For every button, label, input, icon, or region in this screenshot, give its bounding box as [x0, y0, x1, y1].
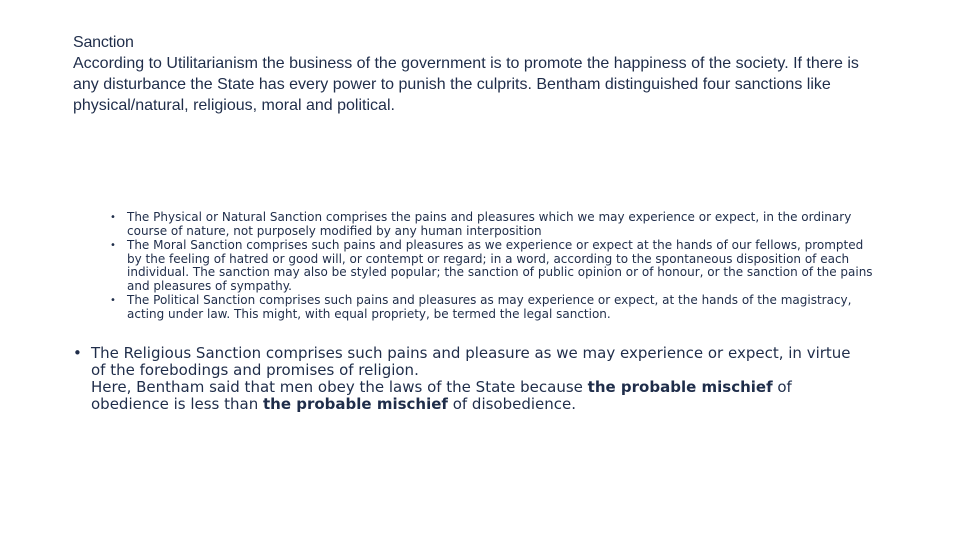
list-item-political-sanction [108, 294, 878, 321]
slide-header [73, 33, 873, 116]
list-item-physical-sanction [108, 211, 878, 238]
list-item-text: The Political Sanction comprises such pains and pleasures as may experience or expect, at the hands of the magistracy, acting under law. This might, with equal propriety, be termed the legal sanction. [127, 293, 852, 321]
emphasis-probable-mischief-2: the probable mischief [263, 395, 448, 413]
emphasis-probable-mischief: the probable mischief [587, 378, 773, 396]
conclusion-middle: of obedience is less than [91, 378, 792, 413]
list-item-text: The Physical or Natural Sanction comprises the pains and pleasures which we may experience or expect, in the ordinary course of nature, not purposely modified by any human interposition [127, 210, 852, 238]
sanction-sub-list [108, 211, 878, 322]
religious-sanction-text: The Religious Sanction comprises such pains and pleasure as we may experience or expect, in virtue of the forebodings and promises of religion. [91, 344, 851, 379]
conclusion-suffix: of disobedience. [447, 395, 577, 413]
religious-sanction-list [73, 345, 863, 413]
list-item-moral-sanction [108, 239, 878, 293]
slide-title: Sanction [73, 34, 134, 51]
intro-paragraph: According to Utilitarianism the business of the government is to promote the happiness of the society. If there is any disturbance the State has every power to punish the culprits. Bentham distinguished four sanctions like physical/natural, religious, moral and political. [73, 55, 859, 114]
bullet-icon: • [110, 212, 116, 223]
list-item-religious-sanction [73, 345, 863, 413]
conclusion-prefix: Here, Bentham said that men obey the laws of the State because [91, 378, 588, 396]
list-item-text: The Moral Sanction comprises such pains and pleasures as we experience or expect at the hands of our fellows, prompted by the feeling of hatred or good will, or contempt or regard; in a word, according to the spontaneous disposition of each individual. The sanction may also be styled popular; the sanction of public opinion or of honour, or the sanction of the pains and pleasures of sympathy. [127, 238, 873, 293]
bullet-icon: • [110, 240, 116, 251]
bullet-icon: • [110, 295, 116, 306]
bullet-icon: • [73, 344, 82, 362]
bentham-conclusion [91, 379, 863, 413]
